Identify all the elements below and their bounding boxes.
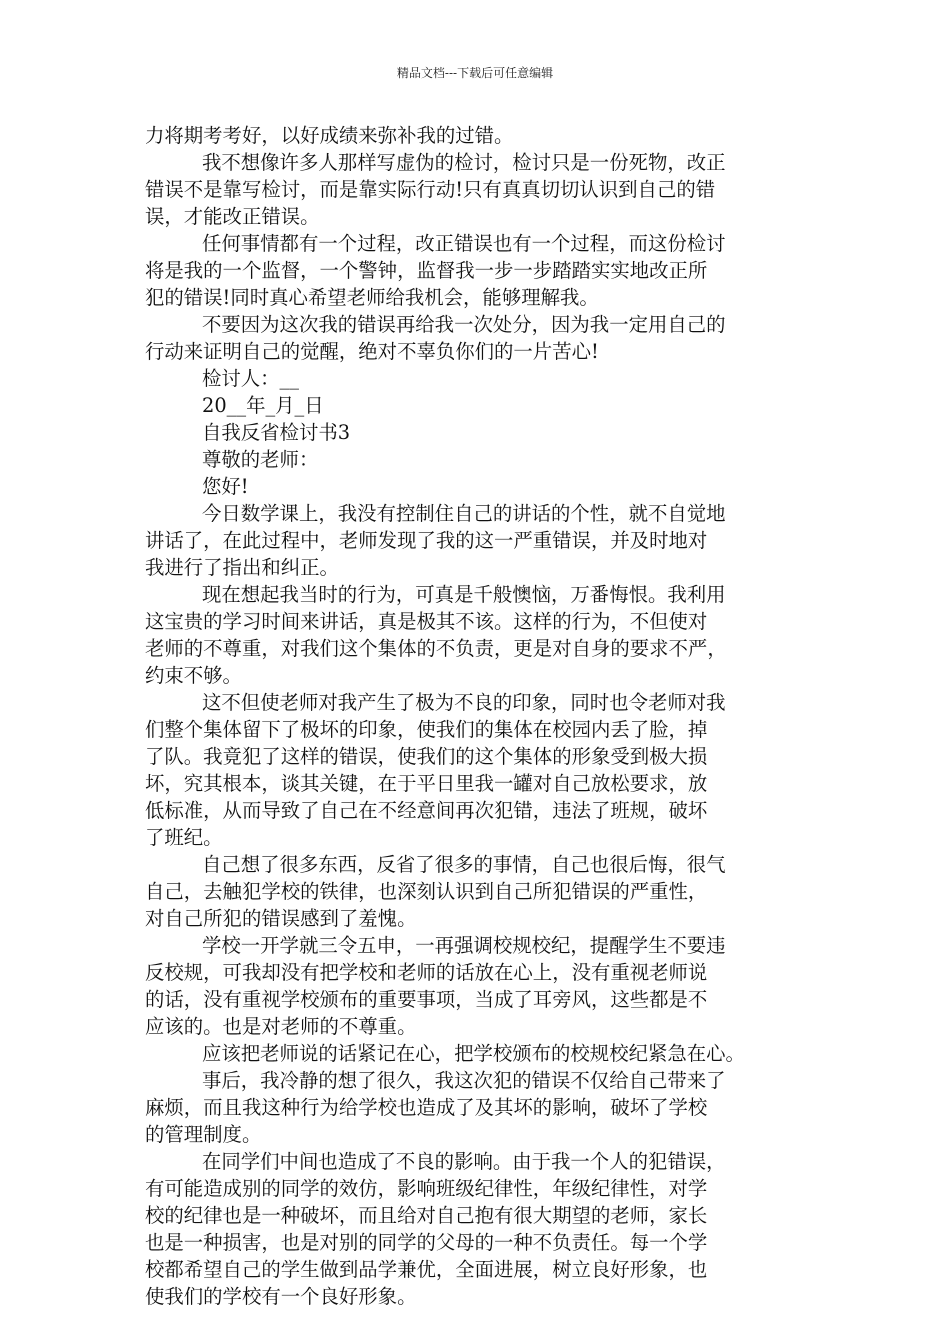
text-line: 的话，没有重视学校颁布的重要事项，当成了耳旁风，这些都是不 [145,988,708,1011]
text-line: 反校规，可我却没有把学校和老师的话放在心上，没有重视老师说 [145,961,708,984]
text-line: 校都希望自己的学生做到品学兼优，全面进展，树立良好形象，也 [145,1258,708,1281]
text-line: 讲话了，在此过程中，老师发现了我的这一严重错误，并及时地对 [145,529,708,552]
text-line: 20__年_月_日 [202,394,324,417]
text-line: 低标准，从而导致了自己在不经意间再次犯错，违法了班规，破坏 [145,799,708,822]
text-line: 将是我的一个监督，一个警钟，监督我一步一步踏踏实实地改正所 [145,259,708,282]
text-line: 自己，去触犯学校的铁律，也深刻认识到自己所犯错误的严重性， [145,880,708,903]
text-line: 现在想起我当时的行为，可真是千般懊恼，万番悔恨。我利用 [202,583,726,606]
text-line: 这不但使老师对我产生了极为不良的印象，同时也令老师对我 [202,691,726,714]
text-line: 对自己所犯的错误感到了羞愧。 [145,907,417,930]
text-line: 尊敬的老师： [202,448,319,471]
text-line: 了班纪。 [145,826,223,849]
text-line: 自我反省检讨书3 [202,421,351,444]
text-line: 任何事情都有一个过程，改正错误也有一个过程，而这份检讨 [202,232,726,255]
page-header: 精品文档---下载后可任意编辑 [396,66,554,80]
text-line: 了队。我竟犯了这样的错误，使我们的这个集体的形象受到极大损 [145,745,708,768]
text-line: 事后，我冷静的想了很久，我这次犯的错误不仅给自己带来了 [202,1069,726,1092]
text-line: 犯的错误!同时真心希望老师给我机会，能够理解我。 [145,286,599,309]
text-line: 应该把老师说的话紧记在心，把学校颁布的校规校纪紧急在心。 [202,1042,745,1065]
text-line: 错误不是靠写检讨，而是靠实际行动!只有真真切切认识到自己的错 [145,178,716,201]
text-line: 这宝贵的学习时间来讲话，真是极其不该。这样的行为，不但使对 [145,610,708,633]
text-line: 误，才能改正错误。 [145,205,320,228]
text-line: 老师的不尊重，对我们这个集体的不负责，更是对自身的要求不严， [145,637,727,660]
text-line: 使我们的学校有一个良好形象。 [145,1285,417,1308]
text-line: 们整个集体留下了极坏的印象，使我们的集体在校园内丢了脸，掉 [145,718,708,741]
text-line: 检讨人：__ [202,367,299,390]
text-line: 校的纪律也是一种破坏，而且给对自己抱有很大期望的老师，家长 [145,1204,708,1227]
text-line: 应该的。也是对老师的不尊重。 [145,1015,417,1038]
text-line: 我进行了指出和纠正。 [145,556,339,579]
text-line: 我不想像许多人那样写虚伪的检讨，检讨只是一份死物，改正 [202,151,726,174]
text-line: 也是一种损害，也是对别的同学的父母的一种不负责任。每一个学 [145,1231,708,1254]
text-line: 您好! [202,475,249,498]
text-line: 约束不够。 [145,664,242,687]
text-line: 学校一开学就三令五申，一再强调校规校纪，提醒学生不要违 [202,934,726,957]
text-line: 有可能造成别的同学的效仿，影响班级纪律性，年级纪律性，对学 [145,1177,708,1200]
text-line: 的管理制度。 [145,1123,262,1146]
text-line: 坏，究其根本，谈其关键，在于平日里我一罐对自己放松要求，放 [145,772,708,795]
text-line: 麻烦，而且我这种行为给学校也造成了及其坏的影响，破坏了学校 [145,1096,708,1119]
text-line: 在同学们中间也造成了不良的影响。由于我一个人的犯错误， [202,1150,726,1173]
document-body [145,122,810,1310]
text-line: 不要因为这次我的错误再给我一次处分，因为我一定用自己的 [202,313,726,336]
text-line: 力将期考考好，以好成绩来弥补我的过错。 [145,124,514,147]
text-line: 自己想了很多东西，反省了很多的事情，自己也很后悔，很气 [202,853,726,876]
text-line: 今日数学课上，我没有控制住自己的讲话的个性，就不自觉地 [202,502,726,525]
text-line: 行动来证明自己的觉醒，绝对不辜负你们的一片苦心! [145,340,599,363]
